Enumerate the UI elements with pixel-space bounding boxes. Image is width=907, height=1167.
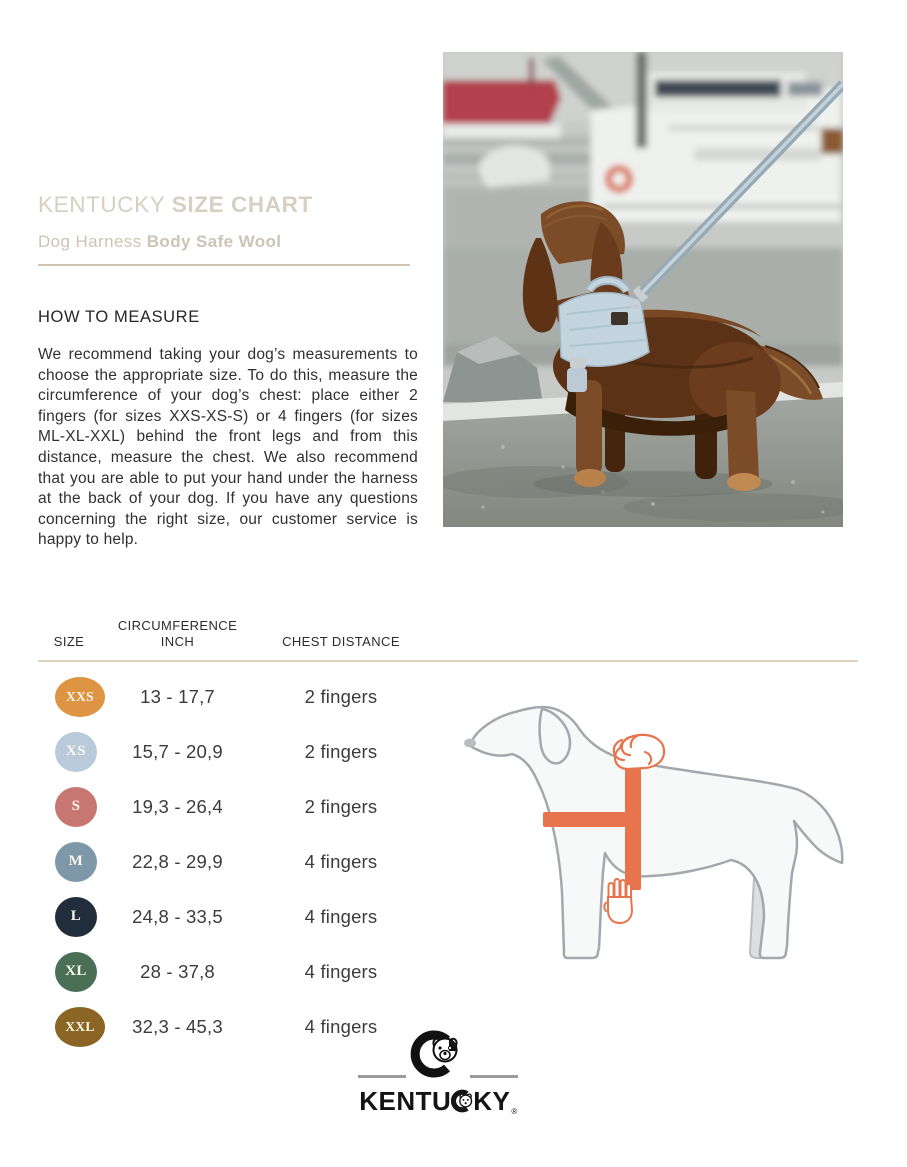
logo-c-dog-icon — [406, 1030, 470, 1078]
measure-diagram-illustration — [455, 692, 855, 982]
size-badge: XL — [55, 952, 97, 992]
dog-harness-photo — [443, 52, 843, 527]
size-badge: L — [55, 897, 97, 937]
logo-text-right: KY — [473, 1086, 511, 1116]
chest-distance-value: 4 fingers — [304, 905, 378, 927]
size-badge: XS — [55, 732, 97, 772]
chest-distance-value: 2 fingers — [304, 685, 378, 707]
harness-chest-strap — [543, 812, 629, 827]
circumference-value: 15,7 - 20,9 — [132, 740, 223, 762]
circumference-value: 22,8 - 29,9 — [132, 850, 223, 872]
logo-small-c-dog-icon — [451, 1089, 473, 1113]
dog-nose — [464, 739, 476, 748]
how-to-measure-heading: HOW TO MEASURE — [38, 308, 200, 326]
how-to-measure-section — [38, 306, 418, 551]
logo-mark — [406, 1030, 470, 1083]
brand-logo — [352, 1030, 524, 1116]
red-boat — [443, 80, 561, 126]
product-line: Dog Harness — [38, 232, 142, 251]
brand-header — [38, 192, 410, 266]
column-header-circumference: CIRCUMFERENCE INCH — [117, 618, 238, 649]
header-divider — [38, 264, 410, 266]
measure-diagram — [455, 692, 855, 982]
logo-wordmark — [352, 1086, 524, 1123]
circumference-value: 13 - 17,7 — [140, 685, 215, 707]
circumference-value: 32,3 - 45,3 — [132, 1015, 223, 1037]
logo-text-left: KENTU — [359, 1086, 452, 1116]
size-badge: XXS — [55, 677, 105, 717]
page-subtitle — [38, 231, 410, 252]
chest-distance-value: 4 fingers — [304, 960, 378, 982]
chest-distance-value: 2 fingers — [304, 795, 378, 817]
size-table-header — [38, 612, 858, 650]
chest-distance-value: 2 fingers — [304, 740, 378, 762]
product-name: Body Safe Wool — [146, 232, 282, 251]
size-badge: S — [55, 787, 97, 827]
circumference-value: 28 - 37,8 — [140, 960, 215, 982]
page-title — [38, 192, 410, 218]
size-badge: M — [55, 842, 97, 882]
title-bold: SIZE CHART — [171, 192, 313, 217]
registered-mark: ® — [511, 1107, 518, 1116]
circumference-value: 19,3 - 26,4 — [132, 795, 223, 817]
column-header-chest-distance: CHEST DISTANCE — [282, 634, 400, 649]
chest-distance-value: 4 fingers — [304, 850, 378, 872]
chest-distance-value: 4 fingers — [304, 1015, 378, 1037]
how-to-measure-body: We recommend taking your dog’s measurements to choose the appropriate size. To do this, measure the circumference of your dog’s chest: place either 2 fingers (for sizes XXS-XS-S) or 4 fingers (for sizes ML-XL-XXL) behind the front legs and from this distance, measure the chest. We also recommend that you are able to put your hand under the harness at the back of your dog. If you have any questions concerning the right size, our customer service is happy to help. — [38, 346, 418, 549]
hand-grip-icon — [614, 735, 664, 769]
circumference-value: 24,8 - 33,5 — [132, 905, 223, 927]
size-badge: XXL — [55, 1007, 105, 1047]
brand-name: KENTUCKY — [38, 192, 165, 217]
column-header-size: SIZE — [53, 634, 85, 649]
photo-illustration — [443, 52, 843, 527]
hand-flat-icon — [604, 879, 632, 923]
